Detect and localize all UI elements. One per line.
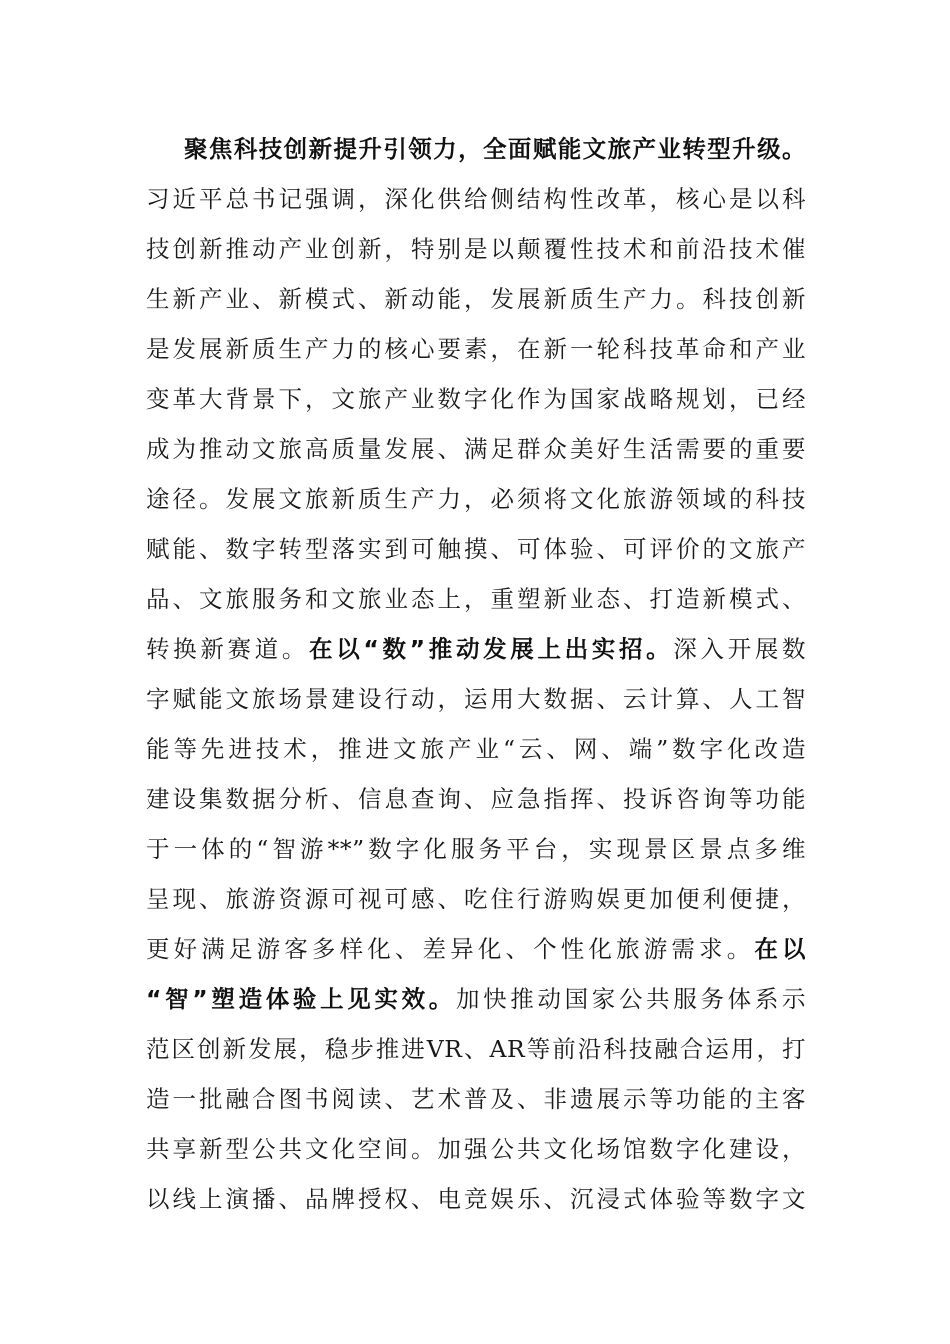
paragraph-line (146, 324, 806, 374)
body-text: 变革大背景下，文旅产业数字化作为国家战略规划，已经 (146, 385, 806, 413)
body-text: 途径。发展文旅新质生产力，必须将文化旅游领域的科技 (146, 485, 806, 513)
body-text: 成为推动文旅高质量发展、满足群众美好生活需要的重要 (146, 435, 806, 463)
subheading-text: 在以“数”推动发展上出实招。 (309, 635, 674, 663)
paragraph-line (146, 124, 806, 174)
paragraph-line (146, 724, 806, 774)
body-text: 生新产业、新模式、新动能，发展新质生产力。科技创新 (146, 285, 806, 313)
body-text: 字赋能文旅场景建设行动，运用大数据、云计算、人工智 (146, 685, 806, 713)
subheading-text: 在以 (754, 935, 806, 963)
body-text: 转换新赛道。 (146, 635, 310, 663)
paragraph-line (146, 524, 806, 574)
body-text: 技创新推动产业创新，特别是以颠覆性技术和前沿技术催 (146, 235, 806, 263)
body-text: 建设集数据分析、信息查询、应急指挥、投诉咨询等功能 (146, 785, 806, 813)
body-text: 造一批融合图书阅读、艺术普及、非遗展示等功能的主客 (146, 1085, 806, 1113)
body-text: 加快推动国家公共服务体系示 (455, 985, 806, 1013)
paragraph-line (146, 1024, 806, 1074)
body-text: 呈现、旅游资源可视可感、吃住行游购娱更加便利便捷， (146, 885, 806, 913)
heading-text: 聚焦科技创新提升引领力，全面赋能文旅产业转型升级。 (184, 135, 806, 163)
paragraph-line (146, 474, 806, 524)
paragraph-line (146, 824, 806, 874)
paragraph-line (146, 924, 806, 974)
paragraph-line (146, 674, 806, 724)
body-text: 习近平总书记强调，深化供给侧结构性改革，核心是以科 (146, 185, 806, 213)
body-text: 能等先进技术，推进文旅产业“云、网、端”数字化改造 (146, 735, 806, 763)
paragraph-line (146, 624, 806, 674)
paragraph-line (146, 574, 806, 624)
paragraph-line (146, 974, 806, 1024)
paragraph-line (146, 774, 806, 824)
paragraph-line (146, 874, 806, 924)
document-body (146, 124, 806, 1224)
paragraph-line (146, 374, 806, 424)
body-text: 范区创新发展，稳步推进VR、AR等前沿科技融合运用，打 (146, 1035, 806, 1063)
paragraph-line (146, 224, 806, 274)
paragraph-line (146, 1074, 806, 1124)
body-text: 品、文旅服务和文旅业态上，重塑新业态、打造新模式、 (146, 585, 806, 613)
body-text: 赋能、数字转型落实到可触摸、可体验、可评价的文旅产 (146, 535, 806, 563)
paragraph-line (146, 274, 806, 324)
paragraph-line (146, 174, 806, 224)
paragraph-line (146, 1124, 806, 1174)
paragraph-line (146, 424, 806, 474)
body-text: 以线上演播、品牌授权、电竞娱乐、沉浸式体验等数字文 (146, 1185, 806, 1213)
paragraph-line (146, 1174, 806, 1224)
body-text: 于一体的“智游**”数字化服务平台，实现景区景点多维 (146, 835, 806, 863)
body-text: 共享新型公共文化空间。加强公共文化场馆数字化建设， (146, 1135, 806, 1163)
subheading-text: “智”塑造体验上见实效。 (146, 985, 456, 1013)
body-text: 深入开展数 (673, 635, 806, 663)
body-text: 是发展新质生产力的核心要素，在新一轮科技革命和产业 (146, 335, 806, 363)
body-text: 更好满足游客多样化、差异化、个性化旅游需求。 (146, 935, 755, 963)
